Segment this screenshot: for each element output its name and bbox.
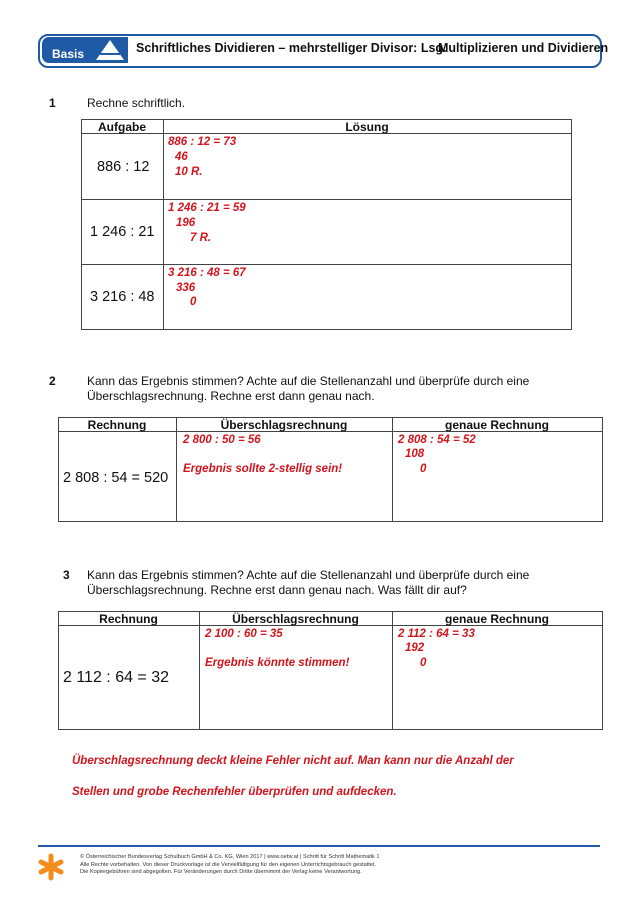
exercise-1-instruction: Rechne schriftlich. xyxy=(87,96,186,110)
exact-line: 0 xyxy=(420,463,427,475)
conclusion-line-2: Stellen und grobe Rechenfehler überprüfen und aufdecken. xyxy=(72,786,397,798)
estimate-line: 2 800 : 50 = 56 xyxy=(183,434,261,446)
table-row-task: 1 246 : 21 xyxy=(90,224,155,240)
copyright-line-1: © Österreichischer Bundesverlag Schulbuch GmbH & Co. KG, Wien 2017 | www.oebv.at | Schritt für Schritt Mathematik 1 xyxy=(80,854,380,860)
table-row-task: 3 216 : 48 xyxy=(90,289,155,305)
solution-line: 7 R. xyxy=(190,232,212,244)
exercise-1-number: 1 xyxy=(49,96,56,110)
exact-line: 192 xyxy=(405,642,425,654)
copyright-line-2: Alle Rechte vorbehalten. Von dieser Druckvorlage ist die Vervielfältigung für den eigenen Unterrichtsgebrauch gestattet. xyxy=(80,861,377,868)
exact-line: 0 xyxy=(420,657,427,669)
exact-line: 2 808 : 54 = 52 xyxy=(398,434,476,446)
column-header-rechnung: Rechnung xyxy=(87,418,147,432)
exercise-2-instruction-line-2: Überschlagsrechnung. Rechne erst dann genau nach. xyxy=(87,389,375,403)
footer-divider xyxy=(38,845,600,847)
triangle-level-icon xyxy=(94,38,126,62)
solution-line: 10 R. xyxy=(175,166,203,178)
exercise-3-instruction-line-2: Überschlagsrechnung. Rechne erst dann genau nach. Was fällt dir auf? xyxy=(87,583,467,597)
level-badge xyxy=(42,37,128,63)
column-header-rechnung: Rechnung xyxy=(99,612,158,626)
worksheet-topic: Multiplizieren und Dividieren xyxy=(438,41,609,55)
solution-line: 46 xyxy=(175,151,188,163)
estimate-verdict: Ergebnis könnte stimmen! xyxy=(205,657,350,669)
exercise-2-instruction-line-1: Kann das Ergebnis stimmen? Achte auf die Stellenanzahl und überprüfe durch eine xyxy=(87,374,530,388)
column-header-ueberschlag: Überschlagsrechnung xyxy=(232,612,359,626)
estimate-verdict: Ergebnis sollte 2-stellig sein! xyxy=(183,463,343,475)
solution-line: 196 xyxy=(176,217,196,229)
column-header-genaue-rechnung: genaue Rechnung xyxy=(444,418,549,432)
column-header-aufgabe: Aufgabe xyxy=(98,120,146,134)
estimate-line: 2 100 : 60 = 35 xyxy=(205,628,283,640)
publisher-logo-icon xyxy=(38,853,64,881)
column-header-genaue-rechnung: genaue Rechnung xyxy=(444,612,549,626)
exercise-3-instruction-line-1: Kann das Ergebnis stimmen? Achte auf die Stellenanzahl und überprüfe durch eine xyxy=(87,568,530,582)
level-badge-label: Basis xyxy=(52,47,85,61)
exercise-3-number: 3 xyxy=(63,568,70,582)
exact-line: 2 112 : 64 = 33 xyxy=(398,628,475,640)
table-row-task: 886 : 12 xyxy=(97,159,150,175)
solution-line: 3 216 : 48 = 67 xyxy=(168,267,246,279)
copyright-notice xyxy=(80,854,379,877)
column-header-ueberschlag: Überschlagsrechnung xyxy=(220,418,348,432)
solution-line: 336 xyxy=(176,282,196,294)
worksheet-title: Schriftliches Dividieren – mehrstelliger Divisor: Lsg. xyxy=(136,41,447,55)
column-header-loesung: Lösung xyxy=(345,120,389,134)
copyright-line-3: Die Kopiergebühren sind abgegolten. Für Veränderungen durch Dritte übernimmt der Verlag keine Verantwortung. xyxy=(80,869,362,876)
calculation: 2 112 : 64 = 32 xyxy=(63,669,170,686)
exact-line: 108 xyxy=(405,448,425,460)
conclusion-line-1: Überschlagsrechnung deckt kleine Fehler nicht auf. Man kann nur die Anzahl der xyxy=(72,755,514,767)
solution-line: 0 xyxy=(190,296,197,308)
solution-line: 886 : 12 = 73 xyxy=(168,136,237,148)
solution-line: 1 246 : 21 = 59 xyxy=(168,202,246,214)
calculation: 2 808 : 54 = 520 xyxy=(63,470,169,486)
exercise-2-number: 2 xyxy=(49,374,56,388)
